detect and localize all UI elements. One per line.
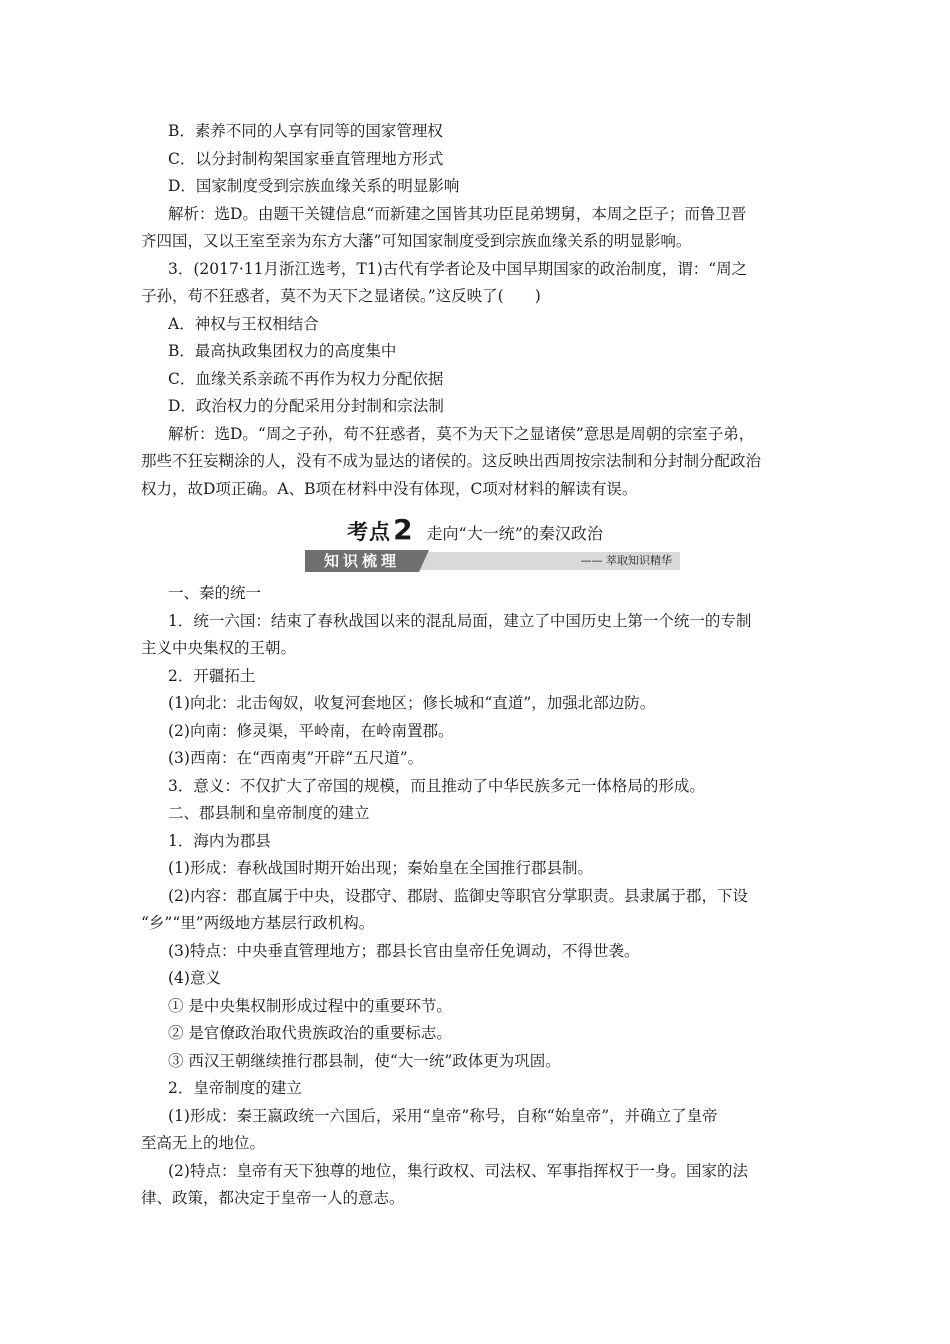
text-line: (3)特点：中央垂直管理地方；郡县长官由皇帝任免调动，不得世袭。 [168,941,640,960]
section-number: 2 [393,513,413,546]
text-line: 那些不狂妄糊涂的人，没有不成为显达的诸侯的。这反映出西周按宗法制和分封制分配政治 [141,452,762,470]
question-block [141,118,818,503]
text-line: 2．皇帝制度的建立 [168,1079,302,1097]
text-line: ③ 西汉王朝继续推行郡县制，使“大一统”政体更为巩固。 [168,1051,561,1070]
text-line: (1)形成：秦王嬴政统一六国后，采用“皇帝”称号，自称“始皇帝”，并确立了皇帝 [168,1106,718,1125]
text-line: C．以分封制构架国家垂直管理地方形式 [168,149,444,168]
text-line: 解析：选D。由题干关键信息“而新建之国皆其功臣昆弟甥舅，本周之臣子；而鲁卫晋 [168,204,747,223]
text-line: D．政治权力的分配采用分封制和宗法制 [168,397,444,415]
text-line: C．血缘关系亲疏不再作为权力分配依据 [168,369,444,388]
knowledge-banner [305,552,680,570]
knowledge-block [141,580,818,1213]
text-line: 解析：选D。“周之子孙，苟不狂惑者，莫不为天下之显诸侯”意思是周朝的宗室子弟， [168,424,755,443]
text-line: B．素养不同的人享有同等的国家管理权 [168,122,443,140]
text-line: (1)向北：北击匈奴，收复河套地区；修长城和“直道”，加强北部边防。 [168,694,656,712]
section-label: 考点 [347,520,392,544]
text-line: 子孙，苟不狂惑者，莫不为天下之显诸侯。”这反映了( ) [141,287,541,305]
text-line: B．最高执政集团权力的高度集中 [168,342,397,360]
text-line: (1)形成：春秋战国时期开始出现；秦始皇在全国推行郡县制。 [168,859,593,877]
text-line: 权力，故D项正确。A、B项在材料中没有体现，C项对材料的解读有误。 [141,479,638,498]
text-line: 1．统一六国：结束了春秋战国以来的混乱局面，建立了中国历史上第一个统一的专制 [168,611,752,630]
text-line: 1．海内为郡县 [168,831,271,850]
text-line: 主义中央集权的王朝。 [141,639,297,657]
text-line: ② 是官僚政治取代贵族政治的重要标志。 [168,1024,452,1042]
section-heading [0,513,950,549]
section-title: 走向“大一统”的秦汉政治 [426,524,603,543]
text-line: A．神权与王权相结合 [168,314,319,333]
text-line: 二、郡县制和皇帝制度的建立 [168,804,370,822]
text-line: (2)特点：皇帝有天下独尊的地位，集行政权、司法权、军事指挥权于一身。国家的法 [168,1161,748,1180]
text-line: 一、秦的统一 [168,584,262,602]
text-line: 3．(2017·11月浙江选考，T1)古代有学者论及中国早期国家的政治制度，谓：“周之 [168,259,748,278]
text-line: ① 是中央集权制形成过程中的重要环节。 [168,996,452,1015]
text-line: 齐四国，又以王室至亲为东方大藩”可知国家制度受到宗族血缘关系的明显影响。 [141,232,692,250]
text-line: “乡”“里”两级地方基层行政机构。 [141,914,375,932]
banner-subtitle: —— 萃取知识精华 [580,554,672,567]
text-line: 律、政策，都决定于皇帝一人的意志。 [141,1189,405,1207]
text-line: D．国家制度受到宗族血缘关系的明显影响 [168,177,460,195]
banner-tag: 知识梳理 [305,550,419,572]
text-line: (2)向南：修灵渠，平岭南，在岭南置郡。 [168,721,454,740]
text-line: (2)内容：郡直属于中央，设郡守、郡尉、监御史等职官分掌职责。县隶属于郡，下设 [168,886,748,905]
text-line: (3)西南：在“西南夷”开辟“五尺道”。 [168,749,424,767]
text-line: 至高无上的地位。 [141,1134,266,1152]
text-line: 2．开疆拓土 [168,666,256,685]
text-line: (4)意义 [168,969,221,987]
text-line: 3．意义：不仅扩大了帝国的规模，而且推动了中华民族多元一体格局的形成。 [168,776,705,795]
